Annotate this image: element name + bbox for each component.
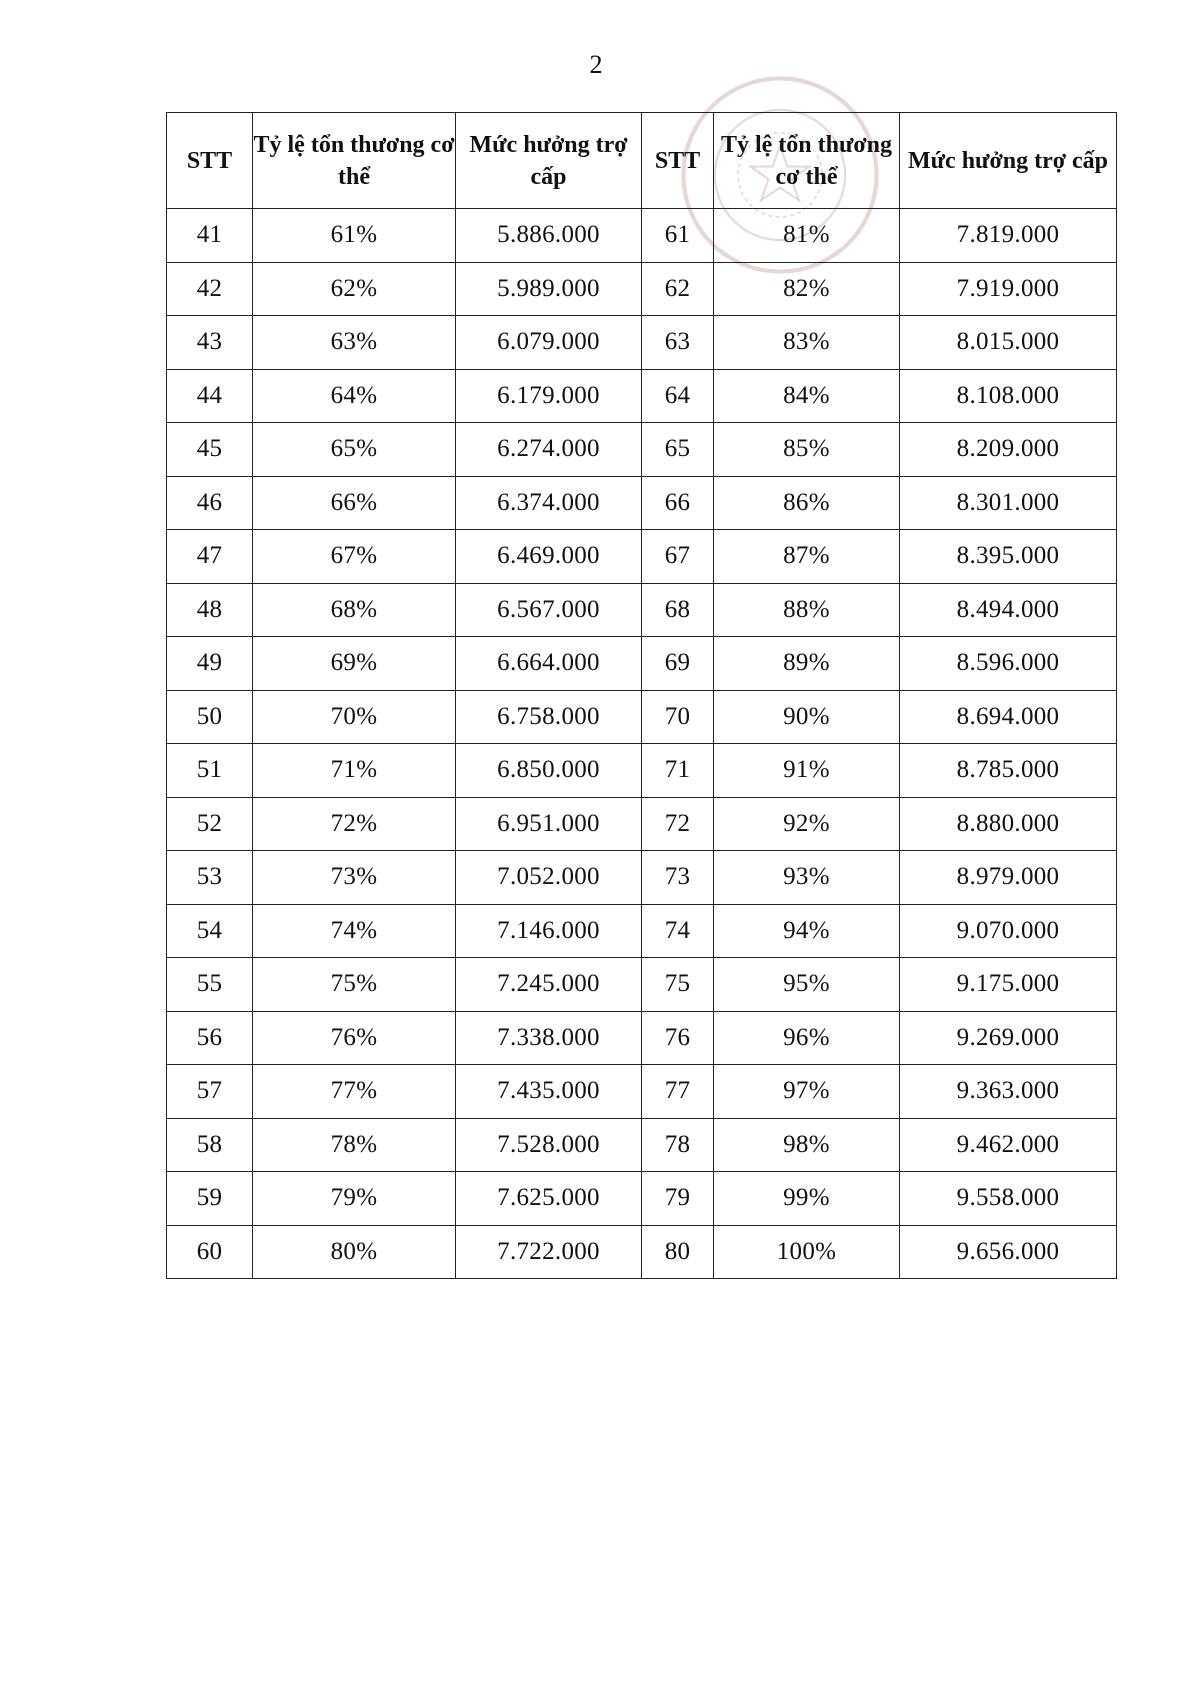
table-row — [167, 1225, 1117, 1279]
injury-rate-cell: 74% — [253, 904, 456, 958]
stt-cell: 41 — [167, 209, 253, 263]
injury-rate-cell: 88% — [714, 583, 900, 637]
table-row — [167, 797, 1117, 851]
table-row — [167, 1172, 1117, 1226]
benefit-amount-cell: 7.722.000 — [456, 1225, 642, 1279]
stt-cell: 46 — [167, 476, 253, 530]
stt-cell: 51 — [167, 744, 253, 798]
benefit-amount-cell: 6.567.000 — [456, 583, 642, 637]
table-row — [167, 637, 1117, 691]
benefit-amount-cell: 9.363.000 — [900, 1065, 1117, 1119]
injury-rate-cell: 86% — [714, 476, 900, 530]
stt-cell: 43 — [167, 316, 253, 370]
stt-cell: 64 — [642, 369, 714, 423]
injury-rate-cell: 69% — [253, 637, 456, 691]
benefit-amount-cell: 8.015.000 — [900, 316, 1117, 370]
benefit-amount-cell: 8.880.000 — [900, 797, 1117, 851]
injury-rate-cell: 81% — [714, 209, 900, 263]
stt-cell: 79 — [642, 1172, 714, 1226]
benefit-amount-cell: 7.528.000 — [456, 1118, 642, 1172]
stt-cell: 53 — [167, 851, 253, 905]
benefit-amount-cell: 7.435.000 — [456, 1065, 642, 1119]
injury-rate-cell: 84% — [714, 369, 900, 423]
injury-rate-cell: 75% — [253, 958, 456, 1012]
injury-rate-cell: 87% — [714, 530, 900, 584]
injury-rate-cell: 90% — [714, 690, 900, 744]
stt-cell: 70 — [642, 690, 714, 744]
benefit-amount-cell: 8.785.000 — [900, 744, 1117, 798]
injury-rate-cell: 100% — [714, 1225, 900, 1279]
benefit-amount-cell: 6.951.000 — [456, 797, 642, 851]
benefit-amount-cell: 6.179.000 — [456, 369, 642, 423]
injury-rate-cell: 96% — [714, 1011, 900, 1065]
stt-cell: 66 — [642, 476, 714, 530]
injury-rate-cell: 80% — [253, 1225, 456, 1279]
injury-rate-cell: 77% — [253, 1065, 456, 1119]
stt-cell: 76 — [642, 1011, 714, 1065]
table-row — [167, 262, 1117, 316]
table-row — [167, 369, 1117, 423]
stt-cell: 61 — [642, 209, 714, 263]
stt-cell: 58 — [167, 1118, 253, 1172]
stt-cell: 45 — [167, 423, 253, 477]
stt-cell: 63 — [642, 316, 714, 370]
injury-rate-cell: 76% — [253, 1011, 456, 1065]
stt-cell: 44 — [167, 369, 253, 423]
injury-rate-cell: 83% — [714, 316, 900, 370]
injury-rate-cell: 89% — [714, 637, 900, 691]
injury-rate-cell: 95% — [714, 958, 900, 1012]
stt-cell: 69 — [642, 637, 714, 691]
injury-rate-cell: 97% — [714, 1065, 900, 1119]
benefit-amount-cell: 7.919.000 — [900, 262, 1117, 316]
table-row — [167, 476, 1117, 530]
header-injury-rate: Tỷ lệ tổn thương cơ thể — [714, 113, 900, 209]
benefit-amount-cell: 9.269.000 — [900, 1011, 1117, 1065]
stt-cell: 55 — [167, 958, 253, 1012]
benefit-amount-cell: 8.108.000 — [900, 369, 1117, 423]
injury-rate-cell: 92% — [714, 797, 900, 851]
benefit-amount-cell: 8.494.000 — [900, 583, 1117, 637]
benefit-amount-cell: 7.338.000 — [456, 1011, 642, 1065]
benefit-table — [166, 112, 1117, 1279]
benefit-amount-cell: 5.886.000 — [456, 209, 642, 263]
header-stt: STT — [167, 113, 253, 209]
benefit-amount-cell: 6.758.000 — [456, 690, 642, 744]
benefit-amount-cell: 6.664.000 — [456, 637, 642, 691]
injury-rate-cell: 78% — [253, 1118, 456, 1172]
benefit-amount-cell: 9.175.000 — [900, 958, 1117, 1012]
injury-rate-cell: 73% — [253, 851, 456, 905]
benefit-amount-cell: 7.625.000 — [456, 1172, 642, 1226]
stt-cell: 78 — [642, 1118, 714, 1172]
stt-cell: 72 — [642, 797, 714, 851]
stt-cell: 80 — [642, 1225, 714, 1279]
injury-rate-cell: 79% — [253, 1172, 456, 1226]
benefit-amount-cell: 9.462.000 — [900, 1118, 1117, 1172]
header-benefit-amount: Mức hưởng trợ cấp — [900, 113, 1117, 209]
benefit-amount-cell: 6.469.000 — [456, 530, 642, 584]
stt-cell: 73 — [642, 851, 714, 905]
stt-cell: 52 — [167, 797, 253, 851]
benefit-amount-cell: 7.245.000 — [456, 958, 642, 1012]
header-injury-rate: Tỷ lệ tổn thương cơ thể — [253, 113, 456, 209]
benefit-amount-cell: 9.070.000 — [900, 904, 1117, 958]
injury-rate-cell: 65% — [253, 423, 456, 477]
header-stt: STT — [642, 113, 714, 209]
table-row — [167, 904, 1117, 958]
injury-rate-cell: 82% — [714, 262, 900, 316]
stt-cell: 62 — [642, 262, 714, 316]
benefit-amount-cell: 8.395.000 — [900, 530, 1117, 584]
table-row — [167, 209, 1117, 263]
stt-cell: 57 — [167, 1065, 253, 1119]
table-row — [167, 744, 1117, 798]
stt-cell: 49 — [167, 637, 253, 691]
table-row — [167, 1118, 1117, 1172]
table-row — [167, 530, 1117, 584]
injury-rate-cell: 70% — [253, 690, 456, 744]
injury-rate-cell: 66% — [253, 476, 456, 530]
stt-cell: 65 — [642, 423, 714, 477]
benefit-amount-cell: 8.596.000 — [900, 637, 1117, 691]
stt-cell: 54 — [167, 904, 253, 958]
table-row — [167, 1065, 1117, 1119]
benefit-amount-cell: 6.374.000 — [456, 476, 642, 530]
benefit-amount-cell: 8.694.000 — [900, 690, 1117, 744]
benefit-amount-cell: 7.146.000 — [456, 904, 642, 958]
injury-rate-cell: 71% — [253, 744, 456, 798]
benefit-amount-cell: 9.656.000 — [900, 1225, 1117, 1279]
benefit-amount-cell: 6.079.000 — [456, 316, 642, 370]
table-row — [167, 1011, 1117, 1065]
benefit-amount-cell: 8.209.000 — [900, 423, 1117, 477]
injury-rate-cell: 67% — [253, 530, 456, 584]
injury-rate-cell: 99% — [714, 1172, 900, 1226]
stt-cell: 74 — [642, 904, 714, 958]
benefit-amount-cell: 5.989.000 — [456, 262, 642, 316]
stt-cell: 71 — [642, 744, 714, 798]
injury-rate-cell: 68% — [253, 583, 456, 637]
benefit-amount-cell: 8.301.000 — [900, 476, 1117, 530]
page-number: 2 — [589, 50, 603, 79]
stt-cell: 60 — [167, 1225, 253, 1279]
stt-cell: 67 — [642, 530, 714, 584]
injury-rate-cell: 93% — [714, 851, 900, 905]
injury-rate-cell: 72% — [253, 797, 456, 851]
injury-rate-cell: 62% — [253, 262, 456, 316]
stt-cell: 47 — [167, 530, 253, 584]
injury-rate-cell: 85% — [714, 423, 900, 477]
injury-rate-cell: 98% — [714, 1118, 900, 1172]
stt-cell: 50 — [167, 690, 253, 744]
stt-cell: 56 — [167, 1011, 253, 1065]
stt-cell: 48 — [167, 583, 253, 637]
table-row — [167, 690, 1117, 744]
stt-cell: 42 — [167, 262, 253, 316]
table-row — [167, 316, 1117, 370]
stt-cell: 75 — [642, 958, 714, 1012]
stt-cell: 68 — [642, 583, 714, 637]
benefit-amount-cell: 8.979.000 — [900, 851, 1117, 905]
benefit-amount-cell: 7.052.000 — [456, 851, 642, 905]
stt-cell: 77 — [642, 1065, 714, 1119]
injury-rate-cell: 64% — [253, 369, 456, 423]
benefit-amount-cell: 6.274.000 — [456, 423, 642, 477]
injury-rate-cell: 91% — [714, 744, 900, 798]
table-row — [167, 423, 1117, 477]
benefit-amount-cell: 7.819.000 — [900, 209, 1117, 263]
table-header-row — [167, 113, 1117, 209]
table-row — [167, 851, 1117, 905]
injury-rate-cell: 94% — [714, 904, 900, 958]
injury-rate-cell: 63% — [253, 316, 456, 370]
injury-rate-cell: 61% — [253, 209, 456, 263]
benefit-amount-cell: 6.850.000 — [456, 744, 642, 798]
table-row — [167, 583, 1117, 637]
stt-cell: 59 — [167, 1172, 253, 1226]
header-benefit-amount: Mức hưởng trợ cấp — [456, 113, 642, 209]
table-row — [167, 958, 1117, 1012]
benefit-amount-cell: 9.558.000 — [900, 1172, 1117, 1226]
